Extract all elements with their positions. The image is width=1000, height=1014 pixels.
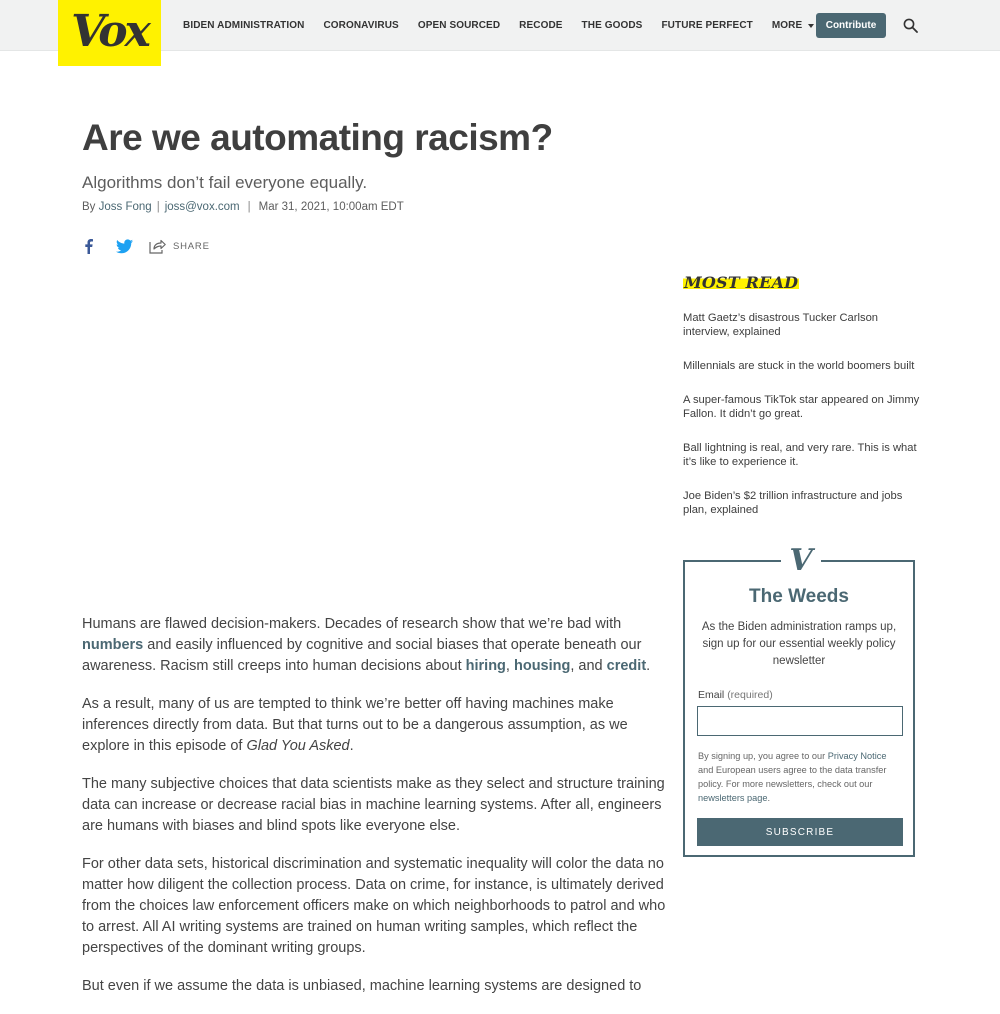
search-icon: [903, 18, 918, 33]
nav-more-label: MORE: [771, 19, 803, 31]
chevron-down-icon: [808, 24, 814, 28]
publish-date: Mar 31, 2021, 10:00am EDT: [258, 201, 404, 213]
nav-item-future-perfect[interactable]: FUTURE PERFECT: [661, 19, 753, 31]
search-button[interactable]: [903, 18, 918, 33]
most-read-item[interactable]: Ball lightning is real, and very rare. This is what it’s like to experience it.: [683, 442, 917, 468]
privacy-notice-link[interactable]: Privacy Notice: [827, 751, 887, 761]
site-header: [0, 0, 1000, 57]
share-button[interactable]: [149, 238, 210, 254]
article-body: [82, 614, 667, 1014]
article-headline: Are we automating racism?: [82, 117, 553, 158]
nav-item-open-sourced[interactable]: OPEN SOURCED: [417, 19, 501, 31]
newsletter-legal: [698, 749, 903, 805]
share-label: SHARE: [173, 240, 210, 252]
paragraph-text: As a result, many of us are tempted to think we’re better off having machines make inferences directly from data. But that turns out to be a dangerous assumption, as we explore in this episode of: [82, 696, 628, 754]
vox-logo[interactable]: [58, 0, 161, 66]
paragraph-text: , and: [570, 658, 607, 674]
link-housing[interactable]: housing: [513, 658, 571, 674]
most-read-list: [683, 311, 923, 517]
link-hiring[interactable]: hiring: [465, 658, 506, 674]
most-read-heading: MOST READ: [684, 273, 799, 292]
byline-divider: |: [247, 201, 251, 213]
show-title: Glad You Asked: [246, 738, 350, 754]
nav-more-button[interactable]: [772, 20, 814, 31]
contribute-button[interactable]: Contribute: [816, 13, 886, 38]
nav-item-recode[interactable]: RECODE: [519, 19, 563, 31]
link-numbers[interactable]: numbers: [82, 637, 144, 653]
legal-text: By signing up, you agree to our: [698, 751, 828, 761]
author-link[interactable]: Joss Fong: [98, 201, 152, 213]
share-icon: [149, 238, 166, 254]
twitter-icon[interactable]: [116, 239, 133, 254]
main-nav: [183, 0, 833, 50]
vox-v-logo: V: [781, 546, 821, 576]
newsletter-title: The Weeds: [749, 586, 849, 607]
legal-text: and European users agree to the data transfer policy. For more newsletters, check out our: [698, 765, 887, 789]
newsletter-signup: [683, 543, 915, 857]
most-read-item[interactable]: A super-famous TikTok star appeared on Jimmy Fallon. It didn’t go great.: [683, 394, 920, 420]
paragraph: [82, 694, 667, 757]
most-read-item[interactable]: Matt Gaetz’s disastrous Tucker Carlson interview, explained: [683, 312, 879, 338]
paragraph-text: and easily influenced by cognitive and social biases that operate beneath our awareness. Racism still creeps into human decisions about: [82, 637, 642, 674]
facebook-icon[interactable]: [82, 238, 94, 254]
paragraph: But even if we assume the data is unbiased, machine learning systems are designed to: [82, 978, 642, 994]
paragraph: For other data sets, historical discrimination and systematic inequality will color the data no matter how diligent the collection process. Data on crime, for instance, is ultimately derived from the choices law enforcement officers make on which neighborhoods to patrol and who to arrest. All AI writing systems are trained on human writing samples, which reflect the perspectives of the dominant writing groups.: [82, 856, 666, 956]
email-label-text: Email: [698, 689, 725, 701]
nav-item-biden-administration[interactable]: BIDEN ADMINISTRATION: [183, 19, 305, 31]
link-credit[interactable]: credit: [606, 658, 647, 674]
share-bar: [82, 236, 210, 256]
article-dek: Algorithms don’t fail everyone equally.: [82, 173, 368, 192]
legal-text: .: [767, 793, 771, 803]
paragraph-text: ,: [505, 658, 514, 674]
newsletters-page-link[interactable]: newsletters page: [698, 793, 768, 803]
most-read-item[interactable]: Millennials are stuck in the world boomers built: [683, 360, 915, 372]
paragraph-text: .: [646, 658, 651, 674]
paragraph: The many subjective choices that data scientists make as they select and structure training data can increase or decrease racial bias in machine learning systems. After all, engineers are humans with biases and blind spots like everyone else.: [82, 776, 665, 834]
newsletter-description: As the Biden administration ramps up, sign up for our essential weekly policy newsletter: [701, 621, 897, 667]
subscribe-button[interactable]: SUBSCRIBE: [697, 818, 903, 846]
byline: [82, 201, 404, 213]
logo-text: Vox: [71, 5, 148, 57]
byline-prefix: By: [82, 201, 96, 213]
most-read-item[interactable]: Joe Biden’s $2 trillion infrastructure and jobs plan, explained: [683, 490, 903, 516]
paragraph-text: Humans are flawed decision-makers. Decades of research show that we’re bad with: [82, 616, 622, 632]
nav-item-coronavirus[interactable]: CORONAVIRUS: [323, 19, 399, 31]
email-field[interactable]: [697, 706, 903, 736]
byline-divider: |: [156, 201, 160, 213]
required-note: (required): [727, 689, 773, 701]
author-email-link[interactable]: joss@vox.com: [164, 201, 240, 213]
nav-item-the-goods[interactable]: THE GOODS: [581, 19, 643, 31]
paragraph-text: .: [349, 738, 354, 754]
paragraph: [82, 614, 667, 677]
email-label: [698, 689, 773, 701]
